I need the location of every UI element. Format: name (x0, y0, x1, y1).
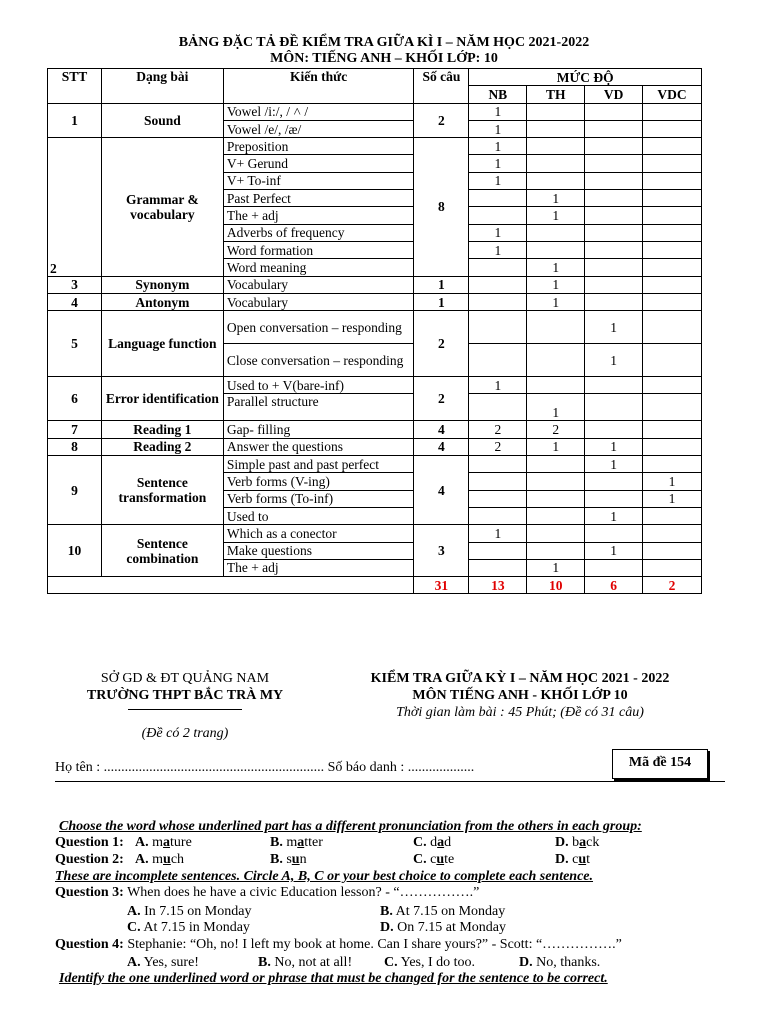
option-text: s (286, 852, 292, 867)
header-divider (55, 781, 725, 782)
cell-stt: 6 (48, 377, 102, 421)
cell-knowledge: Past Perfect (223, 190, 414, 207)
cell-count: 3 (414, 525, 469, 577)
option-text: ch (170, 852, 185, 867)
cell-knowledge: Used to (223, 507, 414, 524)
option-text: On 7.15 at Monday (397, 920, 507, 935)
option-a (135, 835, 192, 851)
cell-th: 1 (527, 259, 585, 276)
cell-stt: 5 (48, 311, 102, 377)
instruction-error: Identify the one underlined word or phrase that must be changed for the sentence to be correct. (59, 971, 608, 986)
cell-knowledge: Answer the questions (223, 438, 414, 455)
cell-knowledge: Simple past and past perfect (223, 456, 414, 473)
col-header-knowledge: Kiến thức (223, 69, 414, 104)
col-header-nb: NB (469, 86, 527, 103)
cell-count: 2 (414, 103, 469, 138)
cell-stt: 9 (48, 456, 102, 525)
cell-type: Error identification (101, 377, 223, 421)
underlined-letter: u (578, 852, 587, 867)
col-header-vd: VD (585, 86, 643, 103)
cell-knowledge: Vocabulary (223, 293, 414, 310)
cell-stt: 1 (48, 103, 102, 138)
cell-stt: 8 (48, 438, 102, 455)
school-underline (128, 709, 242, 710)
table-header-row (48, 69, 702, 86)
col-header-vdc: VDC (643, 86, 702, 103)
option-d (555, 835, 599, 851)
question-label: Question 2: (55, 852, 124, 867)
cell-vdc (643, 507, 702, 524)
col-header-level: MỨC ĐỘ (469, 69, 702, 86)
option-text: Yes, I do too. (400, 955, 476, 970)
cell-vd (585, 490, 643, 507)
option-text: d (430, 835, 438, 850)
option-text: d (444, 835, 452, 850)
cell-nb: 2 (469, 438, 527, 455)
cell-knowledge: Adverbs of frequency (223, 224, 414, 241)
option-b (380, 904, 505, 920)
cell-knowledge: Parallel structure (223, 394, 414, 421)
option-letter: C. (413, 852, 427, 867)
option-letter: A. (127, 955, 141, 970)
cell-knowledge: Vocabulary (223, 276, 414, 293)
cell-th: 1 (527, 276, 585, 293)
table-row (48, 276, 702, 293)
question-label: Question 3: (55, 885, 124, 900)
option-text: m (152, 852, 164, 867)
cell-knowledge: V+ To-inf (223, 172, 414, 189)
cell-nb: 1 (469, 525, 527, 542)
department-name: SỞ GD & ĐT QUẢNG NAM (100, 671, 270, 686)
option-text: In 7.15 on Monday (144, 904, 252, 919)
option-text: No, thanks. (536, 955, 601, 970)
exam-title: KIỂM TRA GIỮA KỲ I – NĂM HỌC 2021 - 2022 (370, 671, 670, 686)
question-4 (55, 937, 622, 953)
cell-count: 4 (414, 456, 469, 525)
cell-knowledge: V+ Gerund (223, 155, 414, 172)
cell-count: 8 (414, 138, 469, 276)
option-c (413, 852, 454, 868)
cell-knowledge: Which as a conector (223, 525, 414, 542)
cell-th: 1 (527, 559, 585, 576)
question-label: Question 1: (55, 835, 124, 850)
spec-subtitle: MÔN: TIẾNG ANH – KHỐI LỚP: 10 (270, 51, 498, 66)
cell-stt: 10 (48, 525, 102, 577)
table-row (48, 438, 702, 455)
cell-th (527, 138, 585, 155)
col-header-th: TH (527, 86, 585, 103)
cell-nb (469, 190, 527, 207)
cell-th: 2 (527, 421, 585, 438)
option-text: tter (304, 835, 323, 850)
option-text: m (286, 835, 298, 850)
cell-th (527, 241, 585, 258)
option-text: Yes, sure! (143, 955, 199, 970)
table-row (48, 377, 702, 394)
cell-knowledge: The + adj (223, 207, 414, 224)
cell-type: Grammar & vocabulary (101, 138, 223, 276)
underlined-letter: a (297, 835, 305, 850)
cell-th: 1 (527, 394, 585, 421)
table-row (48, 421, 702, 438)
option-text: m (152, 835, 164, 850)
cell-vd: 1 (585, 542, 643, 559)
table-row (48, 311, 702, 344)
cell-nb: 1 (469, 377, 527, 394)
option-letter: A. (135, 852, 149, 867)
cell-count: 4 (414, 438, 469, 455)
cell-knowledge: Word formation (223, 241, 414, 258)
spec-table (47, 68, 702, 594)
table-row (48, 293, 702, 310)
spec-title: BẢNG ĐẶC TẢ ĐỀ KIỂM TRA GIỮA KÌ I – NĂM HỌC 2021-2022 (178, 35, 590, 50)
question-2 (55, 852, 591, 868)
cell-stt: 3 (48, 276, 102, 293)
cell-th (527, 172, 585, 189)
cell-type: Sound (101, 103, 223, 138)
option-b (258, 955, 352, 971)
school-name: TRƯỜNG THPT BẮC TRÀ MY (86, 688, 284, 703)
cell-knowledge: Gap- filling (223, 421, 414, 438)
option-b (270, 852, 307, 868)
exam-subject: MÔN TIẾNG ANH - KHỐI LỚP 10 (412, 688, 628, 703)
cell-nb: 1 (469, 120, 527, 137)
option-letter: D. (555, 852, 569, 867)
cell-th (527, 542, 585, 559)
underlined-letter: a (437, 835, 445, 850)
cell-count: 2 (414, 377, 469, 421)
option-letter: D. (380, 920, 394, 935)
option-text: c (430, 852, 437, 867)
option-text: At 7.15 in Monday (143, 920, 250, 935)
cell-knowledge: Vowel /e/, /æ/ (223, 120, 414, 137)
underlined-letter: u (291, 852, 300, 867)
option-text: n (299, 852, 307, 867)
cell-nb: 1 (469, 138, 527, 155)
cell-vd: 1 (585, 456, 643, 473)
option-letter: B. (270, 852, 283, 867)
option-c (384, 955, 475, 971)
table-row (48, 138, 702, 155)
cell-nb (469, 559, 527, 576)
col-header-count: Số câu (414, 69, 469, 104)
total-th: 10 (527, 577, 585, 594)
cell-stt: 4 (48, 293, 102, 310)
option-c (413, 835, 451, 851)
cell-vd: 1 (585, 311, 643, 344)
option-d (555, 852, 590, 868)
question-text: Stephanie: “Oh, no! I left my book at home. Can I share yours?” - Scott: “…………….” (123, 937, 622, 952)
cell-vdc: 1 (643, 490, 702, 507)
cell-stt: 7 (48, 421, 102, 438)
option-text: te (444, 852, 455, 867)
underlined-letter: u (436, 852, 445, 867)
cell-nb: 1 (469, 224, 527, 241)
question-1 (55, 835, 600, 851)
cell-type: Antonym (101, 293, 223, 310)
option-letter: C. (413, 835, 427, 850)
option-text: At 7.15 on Monday (395, 904, 506, 919)
option-letter: D. (519, 955, 533, 970)
cell-nb: 1 (469, 103, 527, 120)
option-text: b (572, 835, 580, 850)
col-header-stt: STT (48, 69, 102, 104)
cell-th: 1 (527, 293, 585, 310)
total-vd: 6 (585, 577, 643, 594)
option-a (127, 904, 251, 920)
cell-vd (585, 473, 643, 490)
student-info-line: Họ tên : ............................................................... Số báo danh : ................... (55, 760, 475, 775)
option-text: No, not at all! (274, 955, 353, 970)
question-3 (55, 885, 479, 901)
option-letter: A. (135, 835, 149, 850)
col-header-type: Dạng bài (101, 69, 223, 104)
cell-th (527, 525, 585, 542)
table-row (48, 103, 702, 120)
cell-count: 1 (414, 276, 469, 293)
cell-th: 1 (527, 438, 585, 455)
underlined-letter: a (579, 835, 587, 850)
underlined-letter: a (163, 835, 171, 850)
cell-vd (585, 525, 643, 542)
cell-knowledge: Make questions (223, 542, 414, 559)
option-text: t (586, 852, 591, 867)
underlined-letter: u (163, 852, 171, 867)
exam-duration: Thời gian làm bài : 45 Phút; (Đề có 31 câu) (396, 705, 644, 720)
cell-count: 1 (414, 293, 469, 310)
option-letter: B. (270, 835, 283, 850)
cell-nb: 2 (469, 421, 527, 438)
table-row (48, 525, 702, 542)
cell-type: Reading 1 (101, 421, 223, 438)
cell-type: Language function (101, 311, 223, 377)
cell-vd: 1 (585, 438, 643, 455)
cell-knowledge: Preposition (223, 138, 414, 155)
option-text: c (572, 852, 579, 867)
option-text: ck (586, 835, 600, 850)
cell-th (527, 224, 585, 241)
cell-vdc (643, 456, 702, 473)
cell-knowledge: The + adj (223, 559, 414, 576)
cell-type: Reading 2 (101, 438, 223, 455)
total-vdc: 2 (643, 577, 702, 594)
cell-knowledge: Close conversation – responding (223, 344, 414, 377)
instruction-complete: These are incomplete sentences. Circle A, B, C or your best choice to complete each sentence. (55, 869, 594, 884)
cell-nb (469, 259, 527, 276)
cell-nb (469, 542, 527, 559)
cell-count: 4 (414, 421, 469, 438)
cell-knowledge: Verb forms (To-inf) (223, 490, 414, 507)
option-text: ture (170, 835, 192, 850)
cell-th: 1 (527, 190, 585, 207)
total-nb: 13 (469, 577, 527, 594)
option-d (519, 955, 600, 971)
cell-nb: 1 (469, 241, 527, 258)
cell-nb (469, 207, 527, 224)
question-label: Question 4: (55, 937, 124, 952)
option-letter: D. (555, 835, 569, 850)
cell-stt: 2 (48, 138, 102, 276)
cell-th (527, 155, 585, 172)
instruction-pronunciation: Choose the word whose underlined part has a different pronunciation from the others in each group: (59, 819, 642, 834)
page-count-note: (Đề có 2 trang) (141, 726, 229, 741)
cell-type: Synonym (101, 276, 223, 293)
option-letter: C. (127, 920, 141, 935)
cell-knowledge: Vowel /i:/, / ˄ / (223, 103, 414, 120)
cell-th: 1 (527, 207, 585, 224)
cell-type: Sentence combination (101, 525, 223, 577)
totals-row (48, 577, 702, 594)
cell-vd (585, 559, 643, 576)
option-letter: A. (127, 904, 141, 919)
total-count: 31 (414, 577, 469, 594)
cell-type: Sentence transformation (101, 456, 223, 525)
cell-count: 2 (414, 311, 469, 377)
cell-nb: 1 (469, 172, 527, 189)
exam-code-box: Mã đề 154 (612, 749, 708, 779)
option-letter: C. (384, 955, 398, 970)
option-a (135, 852, 184, 868)
cell-knowledge: Used to + V(bare-inf) (223, 377, 414, 394)
option-a (127, 955, 199, 971)
option-d (380, 920, 506, 936)
cell-vd: 1 (585, 507, 643, 524)
cell-vdc: 1 (643, 473, 702, 490)
question-text: When does he have a civic Education lesson? - “…………….” (123, 885, 480, 900)
cell-knowledge: Word meaning (223, 259, 414, 276)
cell-knowledge: Verb forms (V-ing) (223, 473, 414, 490)
option-letter: B. (380, 904, 393, 919)
cell-nb: 1 (469, 155, 527, 172)
table-row (48, 456, 702, 473)
option-c (127, 920, 250, 936)
cell-vd: 1 (585, 344, 643, 377)
option-letter: B. (258, 955, 271, 970)
cell-knowledge: Open conversation – responding (223, 311, 414, 344)
option-b (270, 835, 323, 851)
